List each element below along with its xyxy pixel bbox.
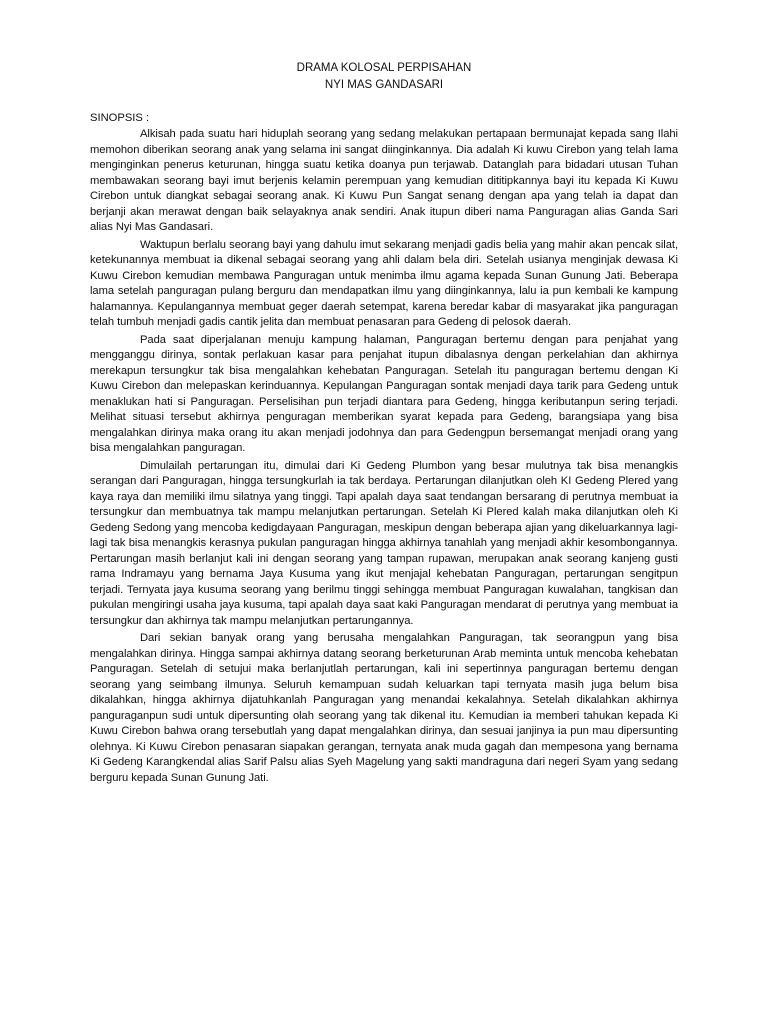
- document-title: DRAMA KOLOSAL PERPISAHAN: [296, 62, 472, 74]
- paragraph-3: Pada saat diperjalanan menuju kampung halaman, Panguragan bertemu dengan para penjahat yang mengganggu dirinya, sontak perlakuan kasar para penjahat itupun dibalasnya dengan perkelahian dan akhirnya merekapun tersungkur tak bisa mengalahkan kehebatan Panguragan. Setelah itu panguragan bertemu dengan Ki Kuwu Cirebon dan melepaskan kerinduannya. Kepulangan Panguragan sontak menjadi daya tarik para Gedeng untuk menaklukan hati si Panguragan. Perselisihan pun terjadi diantara para Gedeng, hingga keributanpun sering terjadi. Melihat situasi tersebut akhirnya penguragan memberikan syarat kepada para Gedeng, barangsiapa yang bisa mengalahkan dirinya maka orang itu akan menjadi jodohnya dan para Gedengpun bersemangat menjadi orang yang bisa mengalahkan panguragan.: [90, 333, 678, 455]
- paragraph-5: Dari sekian banyak orang yang berusaha mengalahkan Panguragan, tak seorangpun yang bisa mengalahkan dirinya. Hingga sampai akhirnya datang seorang berketurunan Arab meminta untuk mencoba kehebatan Panguragan. Setelah di setujui maka berlanjutlah pertarungan, kali ini sepertinnya panguragan bertemu dengan seorang yang seimbang ilmunya. Seluruh kemampuan sudah keluarkan tapi ternyata masih juga belum bisa dikalahkan, hingga akhirnya dijatuhkanlah Panguragan yang menandai kekalahnya. Setelah dikalahkan akhirnya panguraganpun sudi untuk dipersunting olah seorang yang tak dikenal itu. Kemudian ia memberi tahukan kepada Ki Kuwu Cirebon bahwa orang tersebutlah yang dapat mengalahkan dirinya, dan sesuai janjinya ia pun mau dipersunting olehnya. Ki Kuwu Cirebon penasaran siapakan gerangan, ternyata anak muda gagah dan mempesona yang bernama Ki Gedeng Karangkendal alias Sarif Palsu alias Syeh Magelung yang sakti mandraguna dari negeri Syam yang sedang berguru kepada Sunan Gunung Jati.: [90, 632, 678, 784]
- document-subtitle: NYI MAS GANDASARI: [324, 79, 444, 91]
- paragraph-4: Dimulailah pertarungan itu, dimulai dari Ki Gedeng Plumbon yang besar mulutnya tak bisa menangkis serangan dari Panguragan, hingga tersungkurlah ia tak berdaya. Pertarungan dilanjutkan oleh KI Gedeng Plered yang kaya raya dan memiliki ilmu silatnya yang tinggi. Tapi apalah daya saat tendangan bersarang di perutnya membuat ia tersungkur dan membuatnya tak mampu melanjutkan pertarungan. Setelah Ki Plered kalah maka dilanjutkan oleh Ki Gedeng Sedong yang mencoba kedigdayaan Panguragan, meskipun dengan beberapa ajian yang dikeluarkannya lagi-lagi tak bisa menangkis kerasnya pukulan panguragan hingga akhirnya tanahlah yang menjadi akhir kesombongannya. Pertarungan masih berlanjut kali ini dengan seorang yang tampan rupawan, merupakan anak seorang kanjeng gusti rama Indramayu yang bernama Jaya Kusuma yang ikut menjajal kehebatan Panguragan, pertarungan sengitpun terjadi. Ternyata jaya kusuma seorang yang berilmu tinggi sehingga membuat Panguragan kuwalahan, tangkisan dan pukulan mengiringi usaha jaya kusuma, tapi apalah daya saat kaki Panguragan mendarat di perutnya yang membuat ia tersungkur dan akhirnya tak mampu melanjutkan pertarungannya.: [90, 459, 678, 627]
- section-heading: SINOPSIS :: [90, 112, 150, 124]
- document-page: [90, 60, 678, 970]
- paragraph-1: Alkisah pada suatu hari hiduplah seorang yang sedang melakukan pertapaan bermunajat kepada sang Ilahi memohon diberikan seorang anak yang selama ini sangat diinginkannya. Dia adalah Ki kuwu Cirebon yang telah lama menginginkan penerus keturunan, hingga suatu ketika doanya pun terjawab. Datanglah para bidadari utusan Tuhan membawakan seorang bayi imut berjenis kelamin perempuan yang kemudian dititipkannya bayi itu kepada Ki Kuwu Cirebon untuk diangkat sebagai seorang anak. Ki Kuwu Pun Sangat senang dengan apa yang telah ia dapat dan berjanji akan merawat dengan baik selayaknya anak sendiri. Anak itupun diberi nama Panguragan alias Ganda Sari alias Nyi Mas Gandasari.: [90, 128, 678, 234]
- title-block: [90, 60, 678, 94]
- paragraph-2: Waktupun berlalu seorang bayi yang dahulu imut sekarang menjadi gadis belia yang mahir akan pencak silat, ketekunannya membuat ia dikenal sebagai seorang yang ahli dalam bela diri. Setelah usianya menginjak dewasa Ki Kuwu Cirebon kemudian membawa Panguragan untuk menimba ilmu agama kepada Sunan Gunung Jati. Beberapa lama setelah panguragan pulang berguru dan mendapatkan ilmu yang diinginkannya, lalu ia pun kembali ke kampung halamannya. Kepulangannya membuat geger daerah setempat, karena beredar kabar di masyarakat jika panguragan telah tumbuh menjadi gadis cantik jelita dan membuat penasaran para Gedeng di pelosok daerah.: [90, 238, 678, 329]
